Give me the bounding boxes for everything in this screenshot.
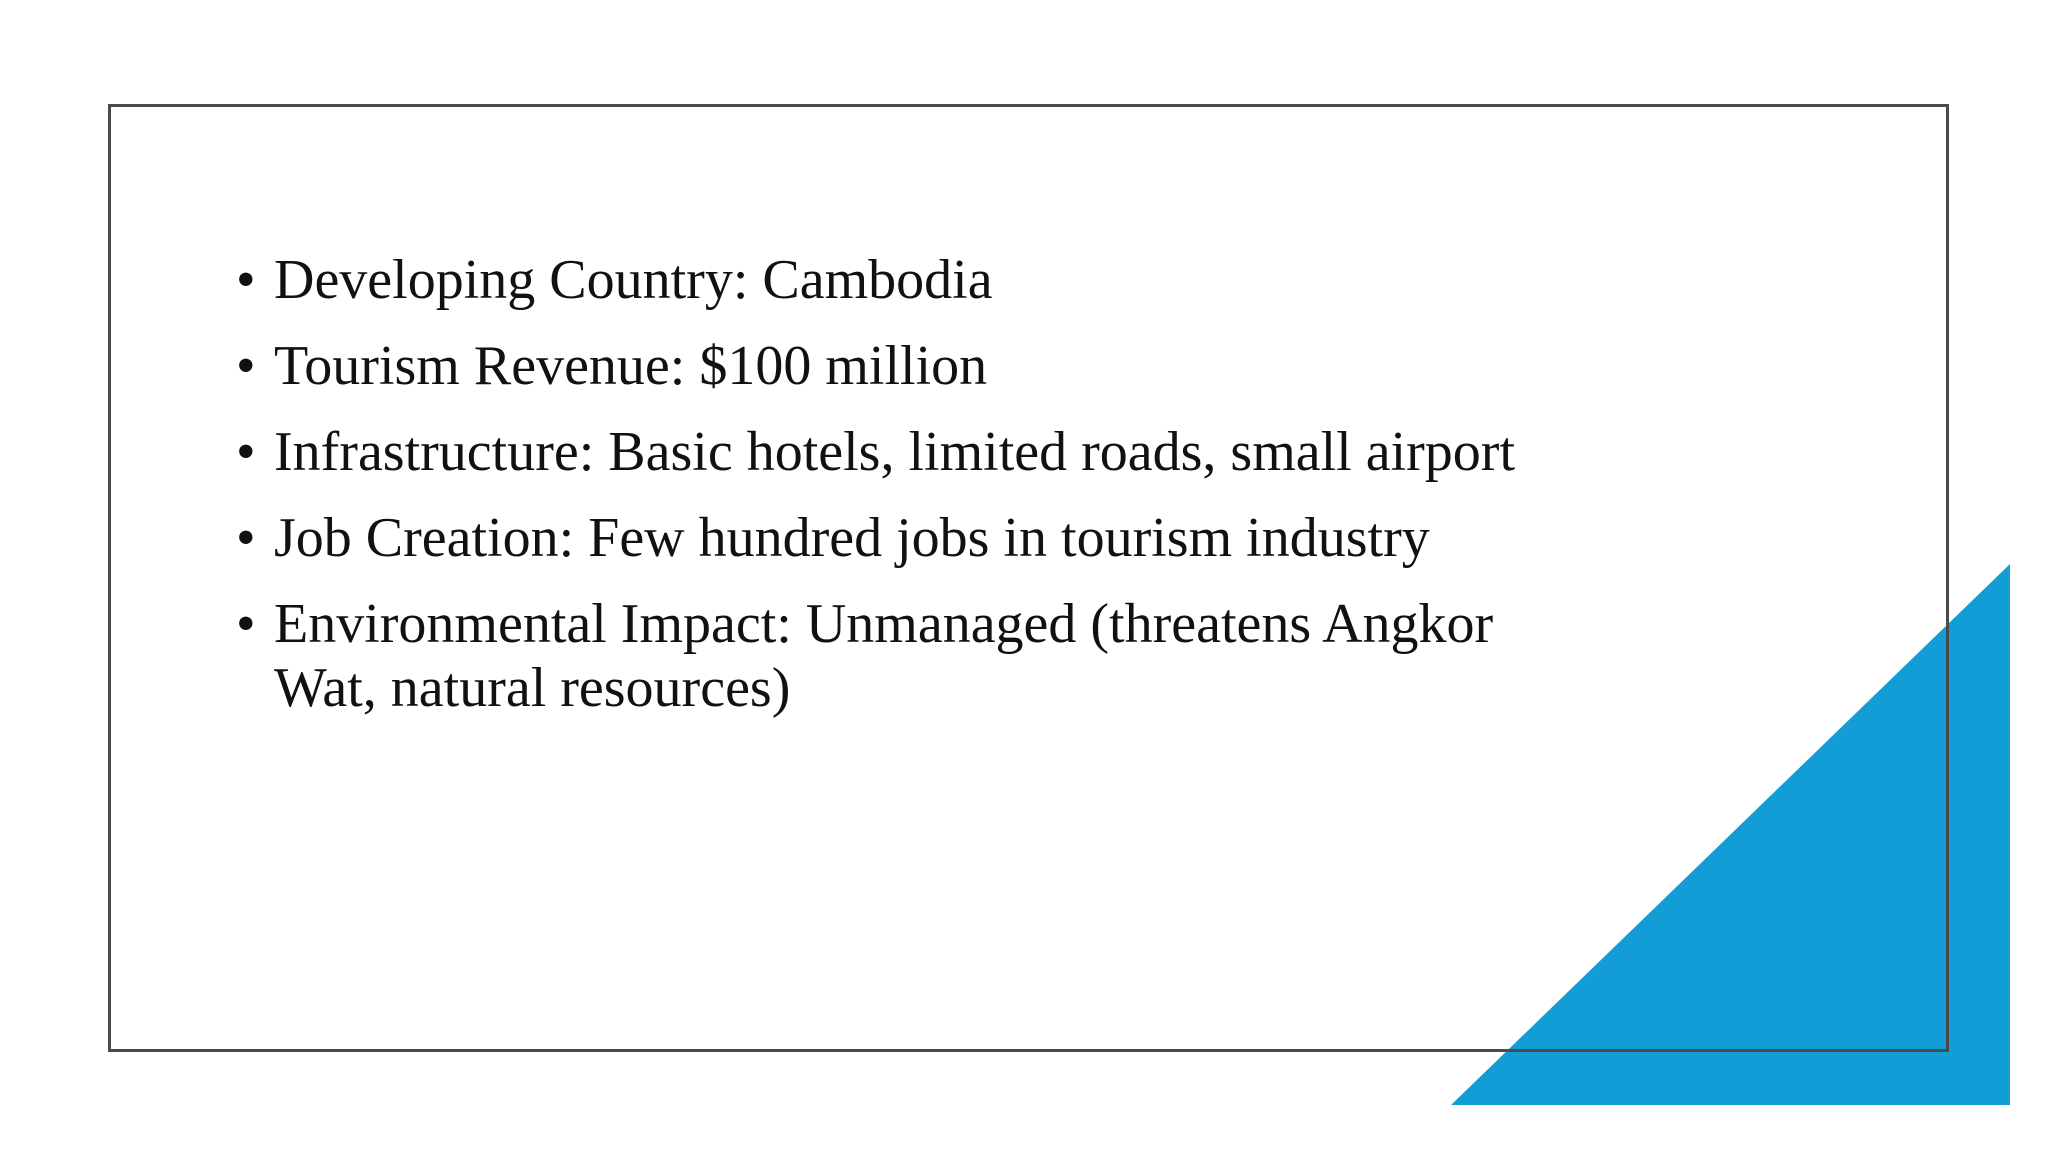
bullet-list [236, 248, 1576, 742]
bullet-text: Tourism Revenue: $100 million [274, 335, 988, 397]
bullet-dot: • [236, 421, 256, 483]
bullet-item [236, 248, 1576, 312]
bullet-item [236, 506, 1576, 570]
bullet-item [236, 420, 1576, 484]
bullet-dot: • [236, 335, 256, 397]
bullet-dot: • [236, 593, 256, 655]
bullet-dot: • [236, 507, 256, 569]
bullet-text: Environmental Impact: Unmanaged (threatens Angkor Wat, natural resources) [274, 593, 1494, 719]
bullet-item [236, 334, 1576, 398]
bullet-text: Job Creation: Few hundred jobs in tourism industry [274, 507, 1430, 569]
bullet-text: Infrastructure: Basic hotels, limited roads, small airport [274, 421, 1515, 483]
bullet-item [236, 592, 1576, 720]
bullet-dot: • [236, 249, 256, 311]
bullet-text: Developing Country: Cambodia [274, 249, 993, 311]
